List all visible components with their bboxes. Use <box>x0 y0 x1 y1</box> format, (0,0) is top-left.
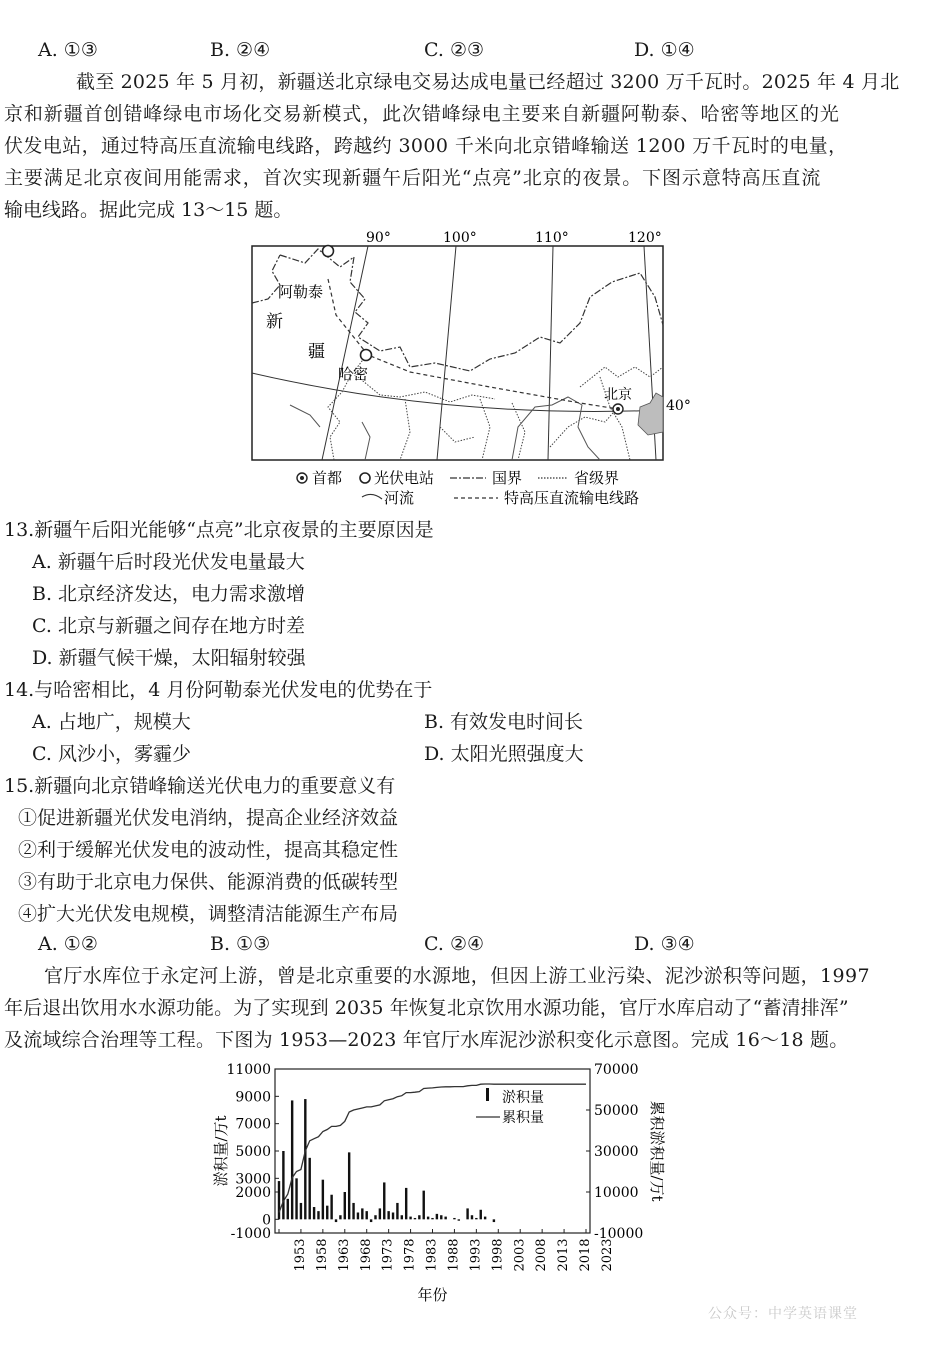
q12-option-a[interactable]: A. ①③ <box>38 39 98 61</box>
legend-bar-label: 淤积量 <box>502 1090 544 1106</box>
passage-1-line: 伏发电站，通过特高压直流输电线路，跨越约 3000 千米向北京错峰输送 1200 万千瓦时的电量， <box>4 135 848 157</box>
legend-border: 国界 <box>492 469 523 487</box>
bar-1978 <box>387 1211 389 1219</box>
right-tick-label: 10000 <box>594 1185 639 1201</box>
legend-river: 河流 <box>384 489 415 507</box>
bar-1953 <box>278 1181 280 1219</box>
x-tick-label: 1998 <box>490 1238 506 1272</box>
bar-1990 <box>440 1215 442 1219</box>
y-axis-left-title: 淤积量/万t <box>212 1115 230 1187</box>
bar-2002 <box>493 1219 495 1222</box>
q15-stem: 15.新疆向北京错峰输送光伏电力的重要意义有 <box>4 775 396 797</box>
legend-capital: 首都 <box>312 469 343 487</box>
x-tick-label: 2018 <box>578 1238 594 1272</box>
label-beijing: 北京 <box>604 387 632 403</box>
q13-option-a[interactable]: A. 新疆午后时段光伏发电量最大 <box>32 551 305 573</box>
lon-label-120: 120° <box>628 230 662 246</box>
left-tick-label: 3000 <box>235 1171 271 1188</box>
bar-1994 <box>458 1219 460 1220</box>
left-tick-label: 0 <box>262 1212 271 1229</box>
legend-bar-swatch <box>486 1088 489 1101</box>
bar-1975 <box>374 1215 376 1219</box>
bar-1955 <box>287 1199 289 1220</box>
bar-1961 <box>313 1207 315 1219</box>
bar-1973 <box>366 1211 368 1219</box>
q12-option-b[interactable]: B. ②④ <box>210 39 271 61</box>
bar-1969 <box>348 1152 350 1219</box>
q15-option-d[interactable]: D. ③④ <box>634 933 695 955</box>
bar-1977 <box>383 1182 385 1219</box>
region-xinjiang-2: 疆 <box>308 342 325 362</box>
bar-1972 <box>361 1208 363 1219</box>
sediment-chart <box>200 1058 680 1308</box>
passage-2-line: 及流域综合治理等工程。下图为 1953—2023 年官厅水库泥沙淤积变化示意图。完成 16～18 题。 <box>4 1029 849 1051</box>
x-tick-label: 2013 <box>556 1238 572 1272</box>
q14-option-d[interactable]: D. 太阳光照强度大 <box>424 743 584 765</box>
x-tick-label: 2023 <box>600 1238 615 1272</box>
right-tick-label: 70000 <box>594 1062 639 1078</box>
bar-1976 <box>379 1208 381 1219</box>
lon-label-110: 110° <box>535 230 569 246</box>
legend-line-label: 累积量 <box>502 1110 544 1126</box>
legend-province: 省级界 <box>574 469 620 487</box>
bar-1986 <box>423 1191 425 1220</box>
q15-option-c[interactable]: C. ②④ <box>424 933 485 955</box>
q14-option-b[interactable]: B. 有效发电时间长 <box>424 711 584 733</box>
q15-option-a[interactable]: A. ①② <box>38 933 98 955</box>
passage-1-line: 截至 2025 年 5 月初，新疆送北京绿电交易达成电量已经超过 3200 万千瓦时。2025 年 4 月北 <box>76 71 900 93</box>
left-tick-label: 9000 <box>235 1089 271 1106</box>
pv-station-hami <box>361 350 372 361</box>
left-tick-label: 2000 <box>235 1185 271 1201</box>
q13-option-c[interactable]: C. 北京与新疆之间存在地方时差 <box>32 615 305 637</box>
bar-1960 <box>308 1158 310 1220</box>
q14-option-c[interactable]: C. 风沙小，雾霾少 <box>32 743 191 765</box>
q14-option-a[interactable]: A. 占地广，规模大 <box>32 711 191 733</box>
q15-item: ②利于缓解光伏发电的波动性，提高其稳定性 <box>18 839 399 861</box>
legend-pv: 光伏电站 <box>374 469 435 487</box>
bar-1979 <box>392 1213 394 1220</box>
bar-1970 <box>352 1203 354 1219</box>
q15-item: ①促进新疆光伏发电消纳，提高企业经济效益 <box>18 807 399 829</box>
passage-2-line: 官厅水库位于永定河上游，曾是北京重要的水源地，但因上游工业污染、泥沙淤积等问题，1997 <box>44 965 870 987</box>
y-axis-right-title: 累积淤积量/万t <box>648 1100 666 1202</box>
bar-1997 <box>471 1215 473 1219</box>
left-tick-label: 5000 <box>235 1144 271 1160</box>
bar-1988 <box>431 1218 433 1219</box>
bar-1993 <box>453 1218 455 1219</box>
bar-1981 <box>401 1215 403 1219</box>
left-tick-label: 7000 <box>235 1116 271 1133</box>
x-tick-label: 1968 <box>358 1238 374 1272</box>
q15-option-b[interactable]: B. ①③ <box>210 933 271 955</box>
bar-1963 <box>322 1180 324 1220</box>
label-altay: 阿勒泰 <box>278 283 324 301</box>
bar-2000 <box>484 1217 486 1220</box>
bar-1966 <box>335 1219 337 1222</box>
q14-stem: 14.与哈密相比，4 月份阿勒泰光伏发电的优势在于 <box>4 679 433 701</box>
bar-1959 <box>304 1099 306 1219</box>
q13-option-d[interactable]: D. 新疆气候干燥，太阳辐射较强 <box>32 647 306 669</box>
lat-label-40: 40° <box>666 398 691 414</box>
uhv-line-map <box>250 227 691 509</box>
passage-1-line: 主要满足北京夜间用能需求，首次实现新疆午后阳光“点亮”北京的夜景。下图示意特高压直流 <box>4 167 822 189</box>
right-tick-label: 50000 <box>594 1103 639 1119</box>
passage-1-line: 输电线路。据此完成 13～15 题。 <box>4 199 293 221</box>
q12-option-d[interactable]: D. ①④ <box>634 39 695 61</box>
label-hami: 哈密 <box>338 365 369 383</box>
passage-1-line: 京和新疆首创错峰绿电市场化交易新模式，此次错峰绿电主要来自新疆阿勒泰、哈密等地区的光 <box>4 103 840 125</box>
bar-1954 <box>282 1151 284 1219</box>
x-tick-label: 2003 <box>512 1238 528 1272</box>
q15-item: ③有助于北京电力保供、能源消费的低碳转型 <box>18 871 399 893</box>
region-xinjiang-1: 新 <box>266 312 283 332</box>
bar-1999 <box>480 1210 482 1220</box>
lon-label-100: 100° <box>443 230 477 246</box>
x-tick-label: 1973 <box>380 1238 396 1272</box>
bar-1989 <box>436 1214 438 1219</box>
bar-1983 <box>409 1217 411 1220</box>
right-tick-label: -10000 <box>594 1226 644 1242</box>
bar-1956 <box>291 1100 293 1219</box>
x-tick-label: 1978 <box>402 1238 418 1272</box>
x-axis-title: 年份 <box>417 1286 448 1304</box>
x-tick-label: 1953 <box>293 1238 308 1272</box>
map-legend <box>297 469 639 507</box>
x-tick-label: 1963 <box>336 1238 352 1272</box>
bar-1965 <box>330 1195 332 1220</box>
x-tick-label: 1993 <box>468 1238 484 1272</box>
legend-uhv-line: 特高压直流输电线路 <box>504 489 640 507</box>
bar-1985 <box>418 1215 420 1219</box>
bar-1980 <box>396 1203 398 1219</box>
x-tick-label: 1958 <box>314 1238 330 1272</box>
bar-1962 <box>317 1211 319 1219</box>
bar-1971 <box>357 1213 359 1220</box>
lon-label-90: 90° <box>366 230 391 246</box>
bar-1958 <box>300 1203 302 1219</box>
pv-station-altay <box>323 246 334 257</box>
q13-option-b[interactable]: B. 北京经济发达，电力需求激增 <box>32 583 306 605</box>
bar-1984 <box>414 1218 416 1219</box>
x-tick-label: 1988 <box>446 1238 462 1272</box>
q13-stem: 13.新疆午后阳光能够“点亮”北京夜景的主要原因是 <box>4 519 434 541</box>
bar-1998 <box>475 1218 477 1219</box>
bar-1996 <box>466 1208 468 1219</box>
left-tick-label: -1000 <box>230 1226 271 1242</box>
x-tick-label: 2008 <box>534 1238 550 1272</box>
passage-2-line: 年后退出饮用水水源功能。为了实现到 2035 年恢复北京饮用水源功能，官厅水库启动了“蓄清排浑” <box>4 997 849 1019</box>
bar-1974 <box>370 1219 372 1222</box>
left-tick-label: 11000 <box>226 1062 271 1078</box>
x-tick-label: 1983 <box>424 1238 440 1272</box>
q15-item: ④扩大光伏发电规模，调整清洁能源生产布局 <box>18 903 399 925</box>
bar-1967 <box>339 1215 341 1219</box>
watermark: 公众号：中学英语课堂 <box>708 1306 858 1322</box>
bar-1987 <box>427 1217 429 1220</box>
bar-1957 <box>295 1178 297 1219</box>
bar-1964 <box>326 1206 328 1220</box>
bar-1991 <box>444 1217 446 1220</box>
bar-1968 <box>344 1192 346 1219</box>
bar-1982 <box>405 1188 407 1219</box>
q12-option-c[interactable]: C. ②③ <box>424 39 485 61</box>
right-tick-label: 30000 <box>594 1144 639 1160</box>
